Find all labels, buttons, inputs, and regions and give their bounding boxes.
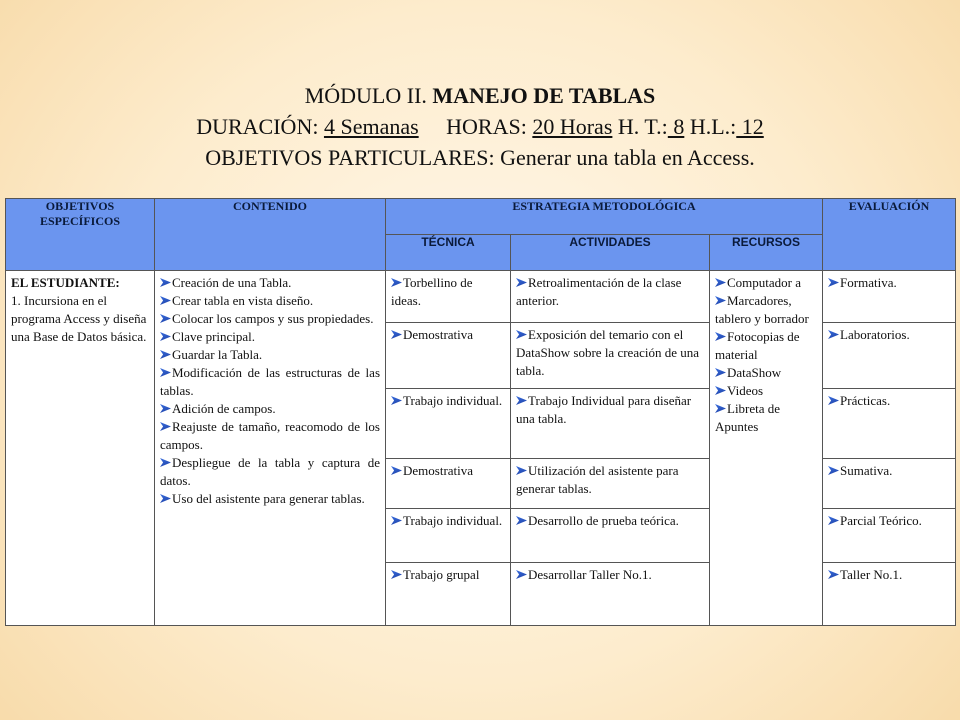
list-item: Creación de una Tabla.: [160, 274, 380, 292]
duration-value: 4 Semanas: [323, 114, 419, 139]
objetivos-text: 1. Incursiona en el programa Access y diseña una Base de Datos básica.: [11, 293, 147, 344]
arrow-bullet-icon: [160, 494, 171, 503]
objetivos-title: EL ESTUDIANTE:: [11, 275, 120, 290]
recursos-list: [715, 274, 817, 436]
list-item: Despliegue de la tabla y captura de datos.: [160, 455, 380, 488]
actividad-cell: Trabajo Individual para diseñar una tabla.: [511, 389, 710, 459]
hl-value: 12: [736, 114, 764, 139]
header-tecnica: TÉCNICA: [386, 235, 511, 271]
arrow-bullet-icon: [516, 516, 527, 525]
arrow-bullet-icon: [160, 350, 171, 359]
duration-label: DURACIÓN:: [196, 114, 319, 139]
hours-label: HORAS:: [446, 114, 527, 139]
arrow-bullet-icon: [715, 368, 726, 377]
evaluacion-cell: Taller No.1.: [823, 563, 956, 626]
hl-label: H.L.:: [689, 114, 737, 139]
arrow-bullet-icon: [828, 396, 839, 405]
actividad-cell: Retroalimentación de la clase anterior.: [511, 271, 710, 323]
arrow-bullet-icon: [516, 570, 527, 579]
arrow-bullet-icon: [828, 278, 839, 287]
list-item: Clave principal.: [160, 328, 380, 346]
recursos-cell: [710, 271, 823, 626]
evaluacion-cell: Parcial Teórico.: [823, 509, 956, 563]
module-number: MÓDULO II.: [304, 83, 427, 108]
list-item: Colocar los campos y sus propiedades.: [160, 310, 380, 328]
arrow-bullet-icon: [160, 314, 171, 323]
list-item: Computador a: [715, 274, 817, 292]
arrow-bullet-icon: [391, 278, 402, 287]
evaluacion-cell: Sumativa.: [823, 459, 956, 509]
arrow-bullet-icon: [715, 332, 726, 341]
header-contenido: CONTENIDO: [155, 199, 386, 271]
actividad-cell: Desarrollo de prueba teórica.: [511, 509, 710, 563]
arrow-bullet-icon: [160, 404, 171, 413]
arrow-bullet-icon: [160, 296, 171, 305]
arrow-bullet-icon: [391, 396, 402, 405]
evaluacion-cell: Prácticas.: [823, 389, 956, 459]
list-item: DataShow: [715, 364, 817, 382]
arrow-bullet-icon: [391, 330, 402, 339]
evaluacion-cell: Laboratorios.: [823, 323, 956, 389]
list-item: Videos: [715, 382, 817, 400]
list-item: Adición de campos.: [160, 400, 380, 418]
list-item: Reajuste de tamaño, reacomodo de los campos.: [160, 419, 380, 452]
arrow-bullet-icon: [391, 466, 402, 475]
evaluacion-cell: Formativa.: [823, 271, 956, 323]
ht-value: 8: [667, 114, 685, 139]
arrow-bullet-icon: [828, 516, 839, 525]
arrow-bullet-icon: [516, 396, 527, 405]
contenido-cell: [155, 271, 386, 626]
list-item: Libreta de Apuntes: [715, 401, 781, 434]
arrow-bullet-icon: [715, 278, 726, 287]
list-item: Fotocopias de material: [715, 329, 800, 362]
arrow-bullet-icon: [715, 296, 726, 305]
list-item: Marcadores, tablero y borrador: [715, 293, 809, 326]
arrow-bullet-icon: [715, 386, 726, 395]
list-item: Modificación de las estructuras de las tablas.: [160, 365, 380, 398]
tecnica-cell: Trabajo individual.: [386, 509, 511, 563]
tecnica-cell: Trabajo grupal: [386, 563, 511, 626]
objectives-line: OBJETIVOS PARTICULARES: Generar una tabla en Access.: [205, 145, 755, 170]
contenido-list: [160, 274, 380, 508]
list-item: Uso del asistente para generar tablas.: [160, 490, 380, 508]
actividad-cell: Desarrollar Taller No.1.: [511, 563, 710, 626]
header-recursos: RECURSOS: [710, 235, 823, 271]
arrow-bullet-icon: [160, 332, 171, 341]
header-objetivos: OBJETIVOS ESPECÍFICOS: [6, 199, 155, 271]
objetivos-cell: [6, 271, 155, 626]
arrow-bullet-icon: [828, 466, 839, 475]
hours-value: 20 Horas: [532, 114, 613, 139]
arrow-bullet-icon: [828, 570, 839, 579]
header-estrategia: ESTRATEGIA METODOLÓGICA: [386, 199, 823, 235]
list-item: Crear tabla en vista diseño.: [160, 292, 380, 310]
module-title-line: [0, 80, 960, 111]
arrow-bullet-icon: [391, 516, 402, 525]
duration-line: [0, 111, 960, 142]
header-evaluacion: EVALUACIÓN: [823, 199, 956, 271]
actividad-cell: Exposición del temario con el DataShow sobre la creación de una tabla.: [511, 323, 710, 389]
arrow-bullet-icon: [160, 368, 171, 377]
module-title: MANEJO DE TABLAS: [432, 83, 656, 108]
arrow-bullet-icon: [160, 458, 171, 467]
slide-header: [0, 80, 960, 173]
tecnica-cell: Torbellino de ideas.: [386, 271, 511, 323]
header-actividades: ACTIVIDADES: [511, 235, 710, 271]
module-table: [5, 198, 956, 626]
arrow-bullet-icon: [828, 330, 839, 339]
arrow-bullet-icon: [516, 330, 527, 339]
arrow-bullet-icon: [715, 404, 726, 413]
ht-label: H. T.:: [617, 114, 668, 139]
tecnica-cell: Demostrativa: [386, 323, 511, 389]
tecnica-cell: Demostrativa: [386, 459, 511, 509]
arrow-bullet-icon: [391, 570, 402, 579]
arrow-bullet-icon: [160, 278, 171, 287]
actividad-cell: Utilización del asistente para generar tablas.: [511, 459, 710, 509]
tecnica-cell: Trabajo individual.: [386, 389, 511, 459]
arrow-bullet-icon: [516, 278, 527, 287]
list-item: Guardar la Tabla.: [160, 346, 380, 364]
arrow-bullet-icon: [160, 422, 171, 431]
arrow-bullet-icon: [516, 466, 527, 475]
